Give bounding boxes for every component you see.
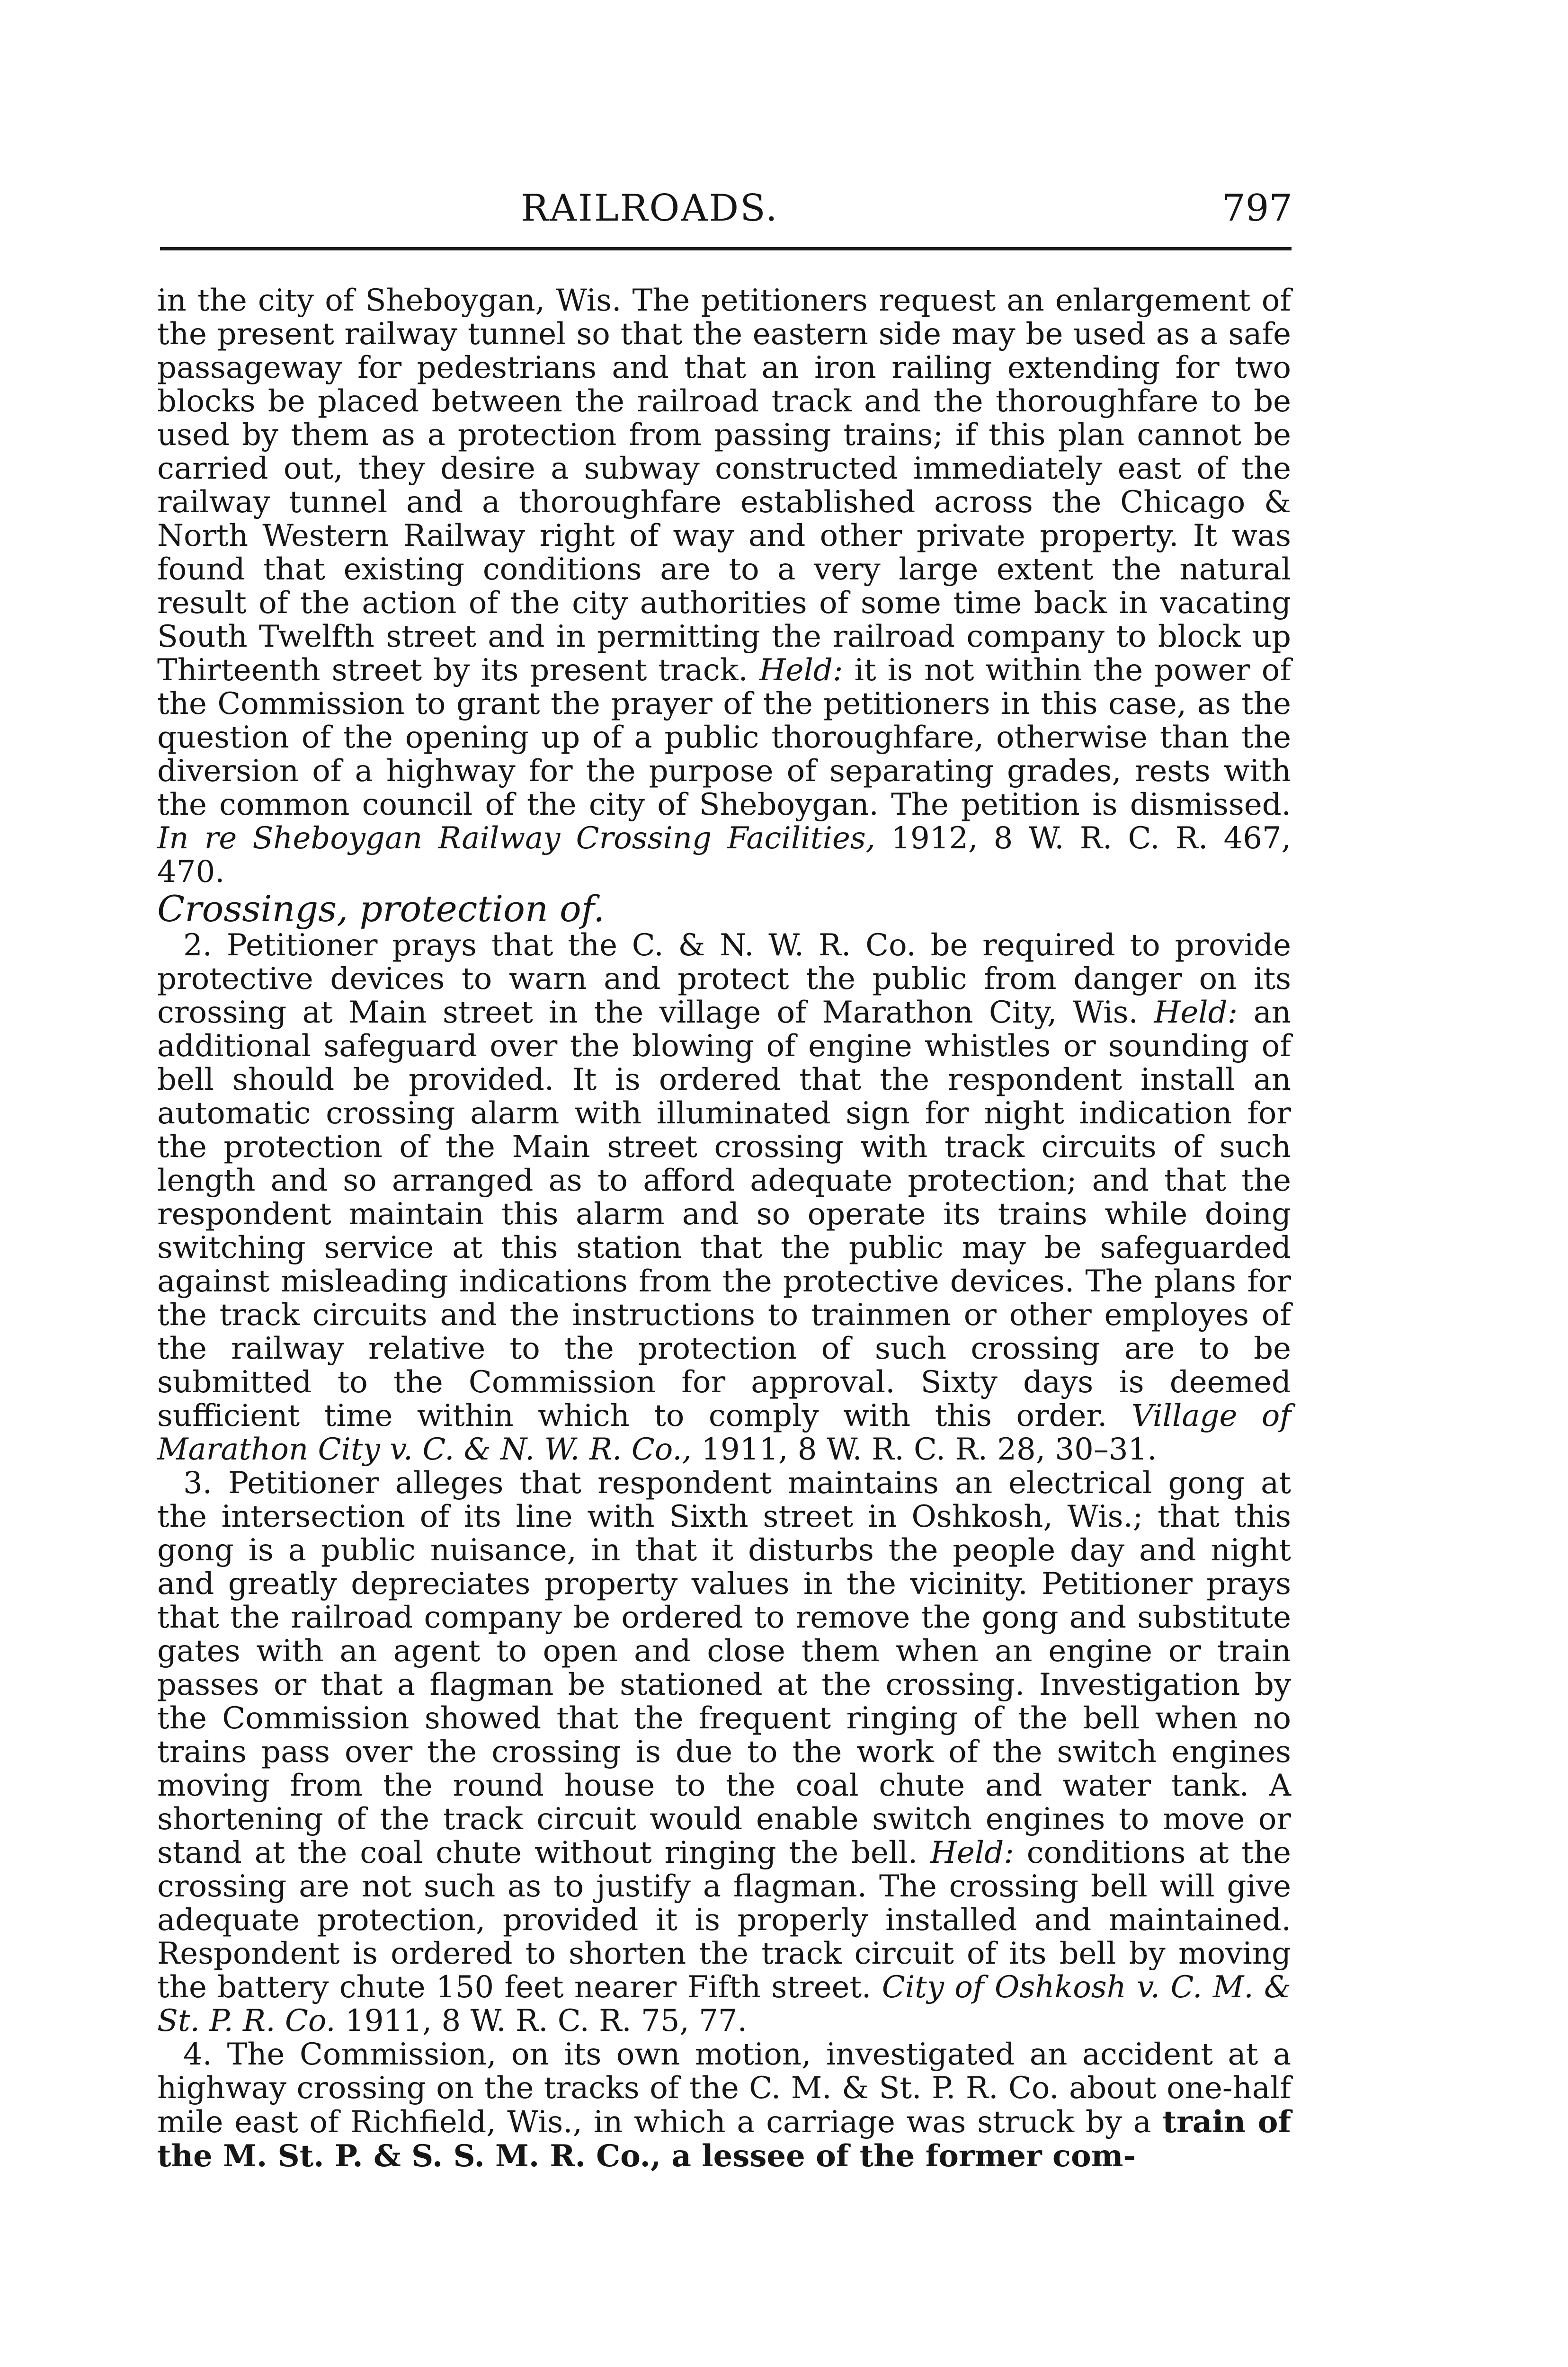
holding-text: conditions at the crossing are not such as to justify a flagman. The crossing bell will give adequate protection, provided it is properly installed and maintained. Respondent is ordered to shorten the track circuit of its bell by moving the battery chute 150 feet nearer Fifth street. [157, 1835, 1292, 2005]
citation-reference: 1911, 8 W. R. C. R. 28, 30–31. [691, 1432, 1157, 1467]
header-rule [160, 247, 1292, 250]
paragraph-text: 2. Petitioner prays that the C. & N. W. R. Co. be required to provide protective devices to warn and protect the public from danger on its crossing at Main street in the village of Marathon City, Wis. [157, 928, 1291, 1030]
bold-text: train of the M. St. P. & S. S. M. R. Co., a lessee of the former com- [157, 2104, 1292, 2174]
page-header [156, 187, 1292, 249]
held-label: Held: [1154, 995, 1238, 1030]
paragraph-richfield [157, 2038, 1291, 2173]
citation-reference: 1912, 8 W. R. C. R. 467, 470. [157, 821, 1291, 890]
holding-text: it is not within the power of the Commission to grant the prayer of the petitioners in this case, as the question of the opening up of a public thoroughfare, otherwise than the diversion of a highway for the purpose of separating grades, rests with the common council of the city of Sheboygan. The petition is dismissed. [157, 653, 1292, 822]
paragraph-oshkosh [157, 1467, 1291, 2038]
citation-case-name: In re Sheboygan Railway Crossing Facilities, [157, 821, 875, 856]
held-label: Held: [759, 653, 843, 688]
page-number: 797 [1222, 187, 1292, 230]
citation-case-name: City of Oshkosh v. C. M. & St. P. R. Co. [157, 1970, 1291, 2038]
paragraph-text: in the city of Sheboygan, Wis. The petitioners request an enlargement of the present railway tunnel so that the eastern side may be used as a safe passageway for pedestrians and that an iron railing extending for two blocks be placed between the railroad track and the thoroughfare to be used by them as a protection from passing trains; if this plan cannot be carried out, they desire a subway constructed immediately east of the railway tunnel and a thoroughfare established across the Chicago & North Western Railway right of way and other private property. It was found that existing conditions are to a very large extent the natural result of the action of the city authorities of some time back in vacating South Twelfth street and in permitting the railroad company to block up Thirteenth street by its present track. [157, 283, 1291, 688]
section-heading: Crossings, protection of. [157, 888, 605, 930]
citation-case-name: Village of Marathon City v. C. & N. W. R. Co., [157, 1398, 1292, 1467]
paragraph-marathon-city [157, 929, 1291, 1467]
running-head: RAILROADS. [521, 187, 779, 230]
paragraph-text: 4. The Commission, on its own motion, investigated an accident at a highway crossing on the tracks of the C. M. & St. P. R. Co. about one-half mile east of Richfield, Wis., in which a carriage was struck by a [157, 2037, 1291, 2140]
holding-text: an additional safeguard over the blowing of engine whistles or sounding of bell should be provided. It is ordered that the respondent install an automatic crossing alarm with illuminated sign for night indication for the protection of the Main street crossing with track circuits of such length and so arranged as to afford adequate protection; and that the respondent maintain this alarm and so operate its trains while doing switching service at this station that the public may be safeguarded against misleading indications from the protective devices. The plans for the track circuits and the instructions to trainmen or other employes of the railway relative to the protection of such crossing are to be submitted to the Commission for approval. Sixty days is deemed sufficient time within which to comply with this order. [157, 995, 1292, 1433]
held-label: Held: [930, 1835, 1014, 1870]
citation-reference: 1911, 8 W. R. C. R. 75, 77. [335, 2003, 747, 2038]
paragraph-sheboygan [157, 284, 1291, 889]
paragraph-text: 3. Petitioner alleges that respondent maintains an electrical gong at the intersection of its line with Sixth street in Oshkosh, Wis.; that this gong is a public nuisance, in that it disturbs the people day and night and greatly depreciates property values in the vicinity. Petitioner prays that the railroad company be ordered to remove the gong and substitute gates with an agent to open and close them when an engine or train passes or that a flagman be stationed at the crossing. Investigation by the Commission showed that the frequent ringing of the bell when no trains pass over the crossing is due to the work of the switch engines moving from the round house to the coal chute and water tank. A shortening of the track circuit would enable switch engines to move or stand at the coal chute without ringing the bell. [157, 1466, 1291, 1870]
page-body [157, 284, 1291, 2173]
